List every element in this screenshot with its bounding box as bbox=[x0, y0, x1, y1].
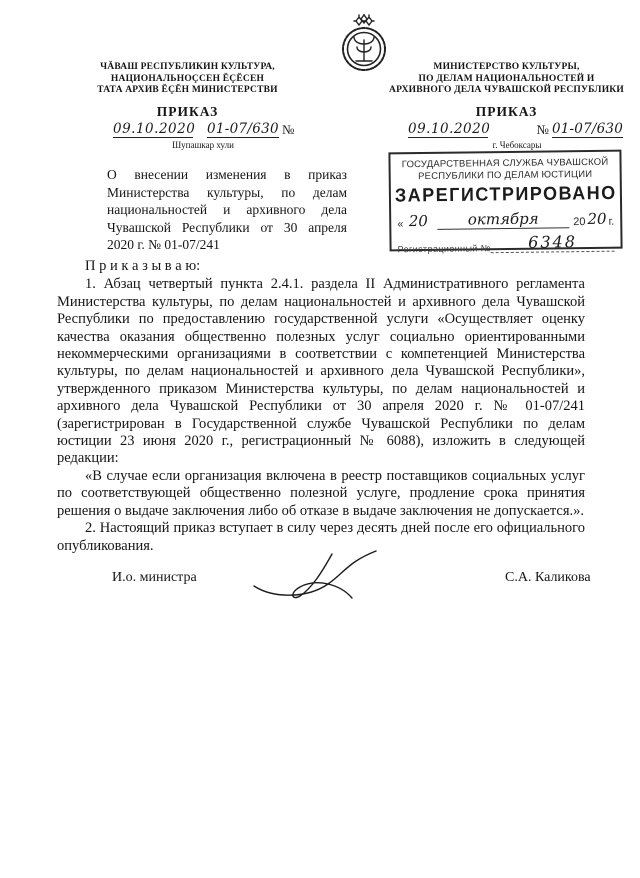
number-sign: № bbox=[281, 122, 295, 137]
city-russian: г. Чебоксары bbox=[492, 140, 542, 150]
order-date-number-right bbox=[408, 121, 623, 138]
org-line: НАЦИОНАЛЬНОÇСЕН ĔÇĔСЕН bbox=[110, 73, 265, 84]
stamp-reg-label: Регистрационный № bbox=[397, 243, 491, 255]
paragraph-2: 2. Настоящий приказ вступает в силу через десять дней после его официального опубликования. bbox=[57, 520, 585, 554]
handwritten-signature-icon bbox=[248, 546, 388, 608]
justice-registration-stamp bbox=[388, 150, 622, 255]
org-line: ТАТА АРХИВ ĔÇĔН МИНИСТЕРСТВИ bbox=[97, 85, 278, 95]
orders-word: П р и к а з ы в а ю: bbox=[85, 258, 201, 274]
stamp-registration-line bbox=[395, 232, 616, 255]
org-line: ЧĂВАШ РЕСПУБЛИКИН КУЛЬТУРА, bbox=[100, 62, 275, 72]
stamp-registered-word: ЗАРЕГИСТРИРОВАНО bbox=[394, 182, 617, 206]
stamp-year-print: 20 bbox=[573, 216, 586, 229]
signer-position: И.о. министра bbox=[112, 570, 197, 585]
stamp-day-handwritten: 20 bbox=[408, 211, 429, 231]
paragraph-quote: «В случае если организация включена в реестр поставщиков социальных услуг по соответствующей общественно полезной услуге, продление срока принятия решения о выдаче заключения либо об отказе в выдаче заключения не допускается.». bbox=[57, 467, 585, 519]
org-name-russian bbox=[383, 62, 630, 97]
number-sign: № bbox=[536, 122, 549, 137]
org-name-chuvash bbox=[55, 62, 320, 97]
order-number-handwritten: 01-07/630 bbox=[207, 121, 279, 137]
order-title-left: ПРИКАЗ bbox=[156, 104, 219, 119]
stamp-year-suffix: г. bbox=[608, 215, 615, 228]
order-title-right: ПРИКАЗ bbox=[475, 104, 538, 119]
stamp-date-line bbox=[395, 209, 616, 231]
org-line: МИНИСТЕРСТВО КУЛЬТУРЫ, bbox=[433, 62, 580, 72]
stamp-agency-line: ГОСУДАРСТВЕННАЯ СЛУЖБА ЧУВАШСКОЙ bbox=[401, 156, 609, 171]
order-date-number-left bbox=[113, 121, 323, 138]
signer-name: С.А. Каликова bbox=[505, 570, 591, 585]
order-date-handwritten: 09.10.2020 bbox=[113, 121, 196, 137]
stamp-agency bbox=[394, 157, 615, 183]
order-subject: О внесении изменения в приказ Министерства культуры, по делам национальностей и архивного дела Чувашской Республики от 30 апреля 2020 г. № 01-07/241 bbox=[107, 167, 347, 253]
paragraph-1: 1. Абзац четвертый пункта 2.4.1. раздела II Административного регламента Министерства культуры, по делам национальностей и архивного дела Чувашской Республики по предоставлению государственной услуги «Осуществляет оценку качества оказания общественно полезных услуг социально ориентированными некоммерческими организациями в соответствии с компетенцией Министерства культуры, по делам национальностей и архивного дела Чувашской Республики», утвержденного приказом Министерства культуры, по делам национальностей и архивного дела Чувашской Республики от 30 апреля 2020 г. № 01-07/241 (зарегистрирован в Государственной службе Чувашской Республики по делам юстиции 23 июня 2020 г., регистрационный № 6088), изложить в следующей редакции: bbox=[57, 276, 585, 467]
org-line: АРХИВНОГО ДЕЛА ЧУВАШСКОЙ РЕСПУБЛИКИ bbox=[389, 85, 624, 95]
stamp-reg-number-handwritten: 6348 bbox=[491, 232, 615, 254]
stamp-month-handwritten: октября bbox=[437, 209, 569, 230]
quote-mark: « bbox=[397, 218, 404, 231]
order-number-handwritten: 01-07/630 bbox=[551, 121, 623, 137]
stamp-agency-line: РЕСПУБЛИКИ ПО ДЕЛАМ ЮСТИЦИИ bbox=[418, 168, 593, 182]
order-body bbox=[57, 258, 585, 555]
city-chuvash: Шупашкар хули bbox=[172, 140, 234, 150]
stamp-year-handwritten: 20 bbox=[587, 209, 607, 229]
org-line: ПО ДЕЛАМ НАЦИОНАЛЬНОСТЕЙ И bbox=[418, 73, 595, 84]
order-date-handwritten: 09.10.2020 bbox=[408, 121, 491, 137]
